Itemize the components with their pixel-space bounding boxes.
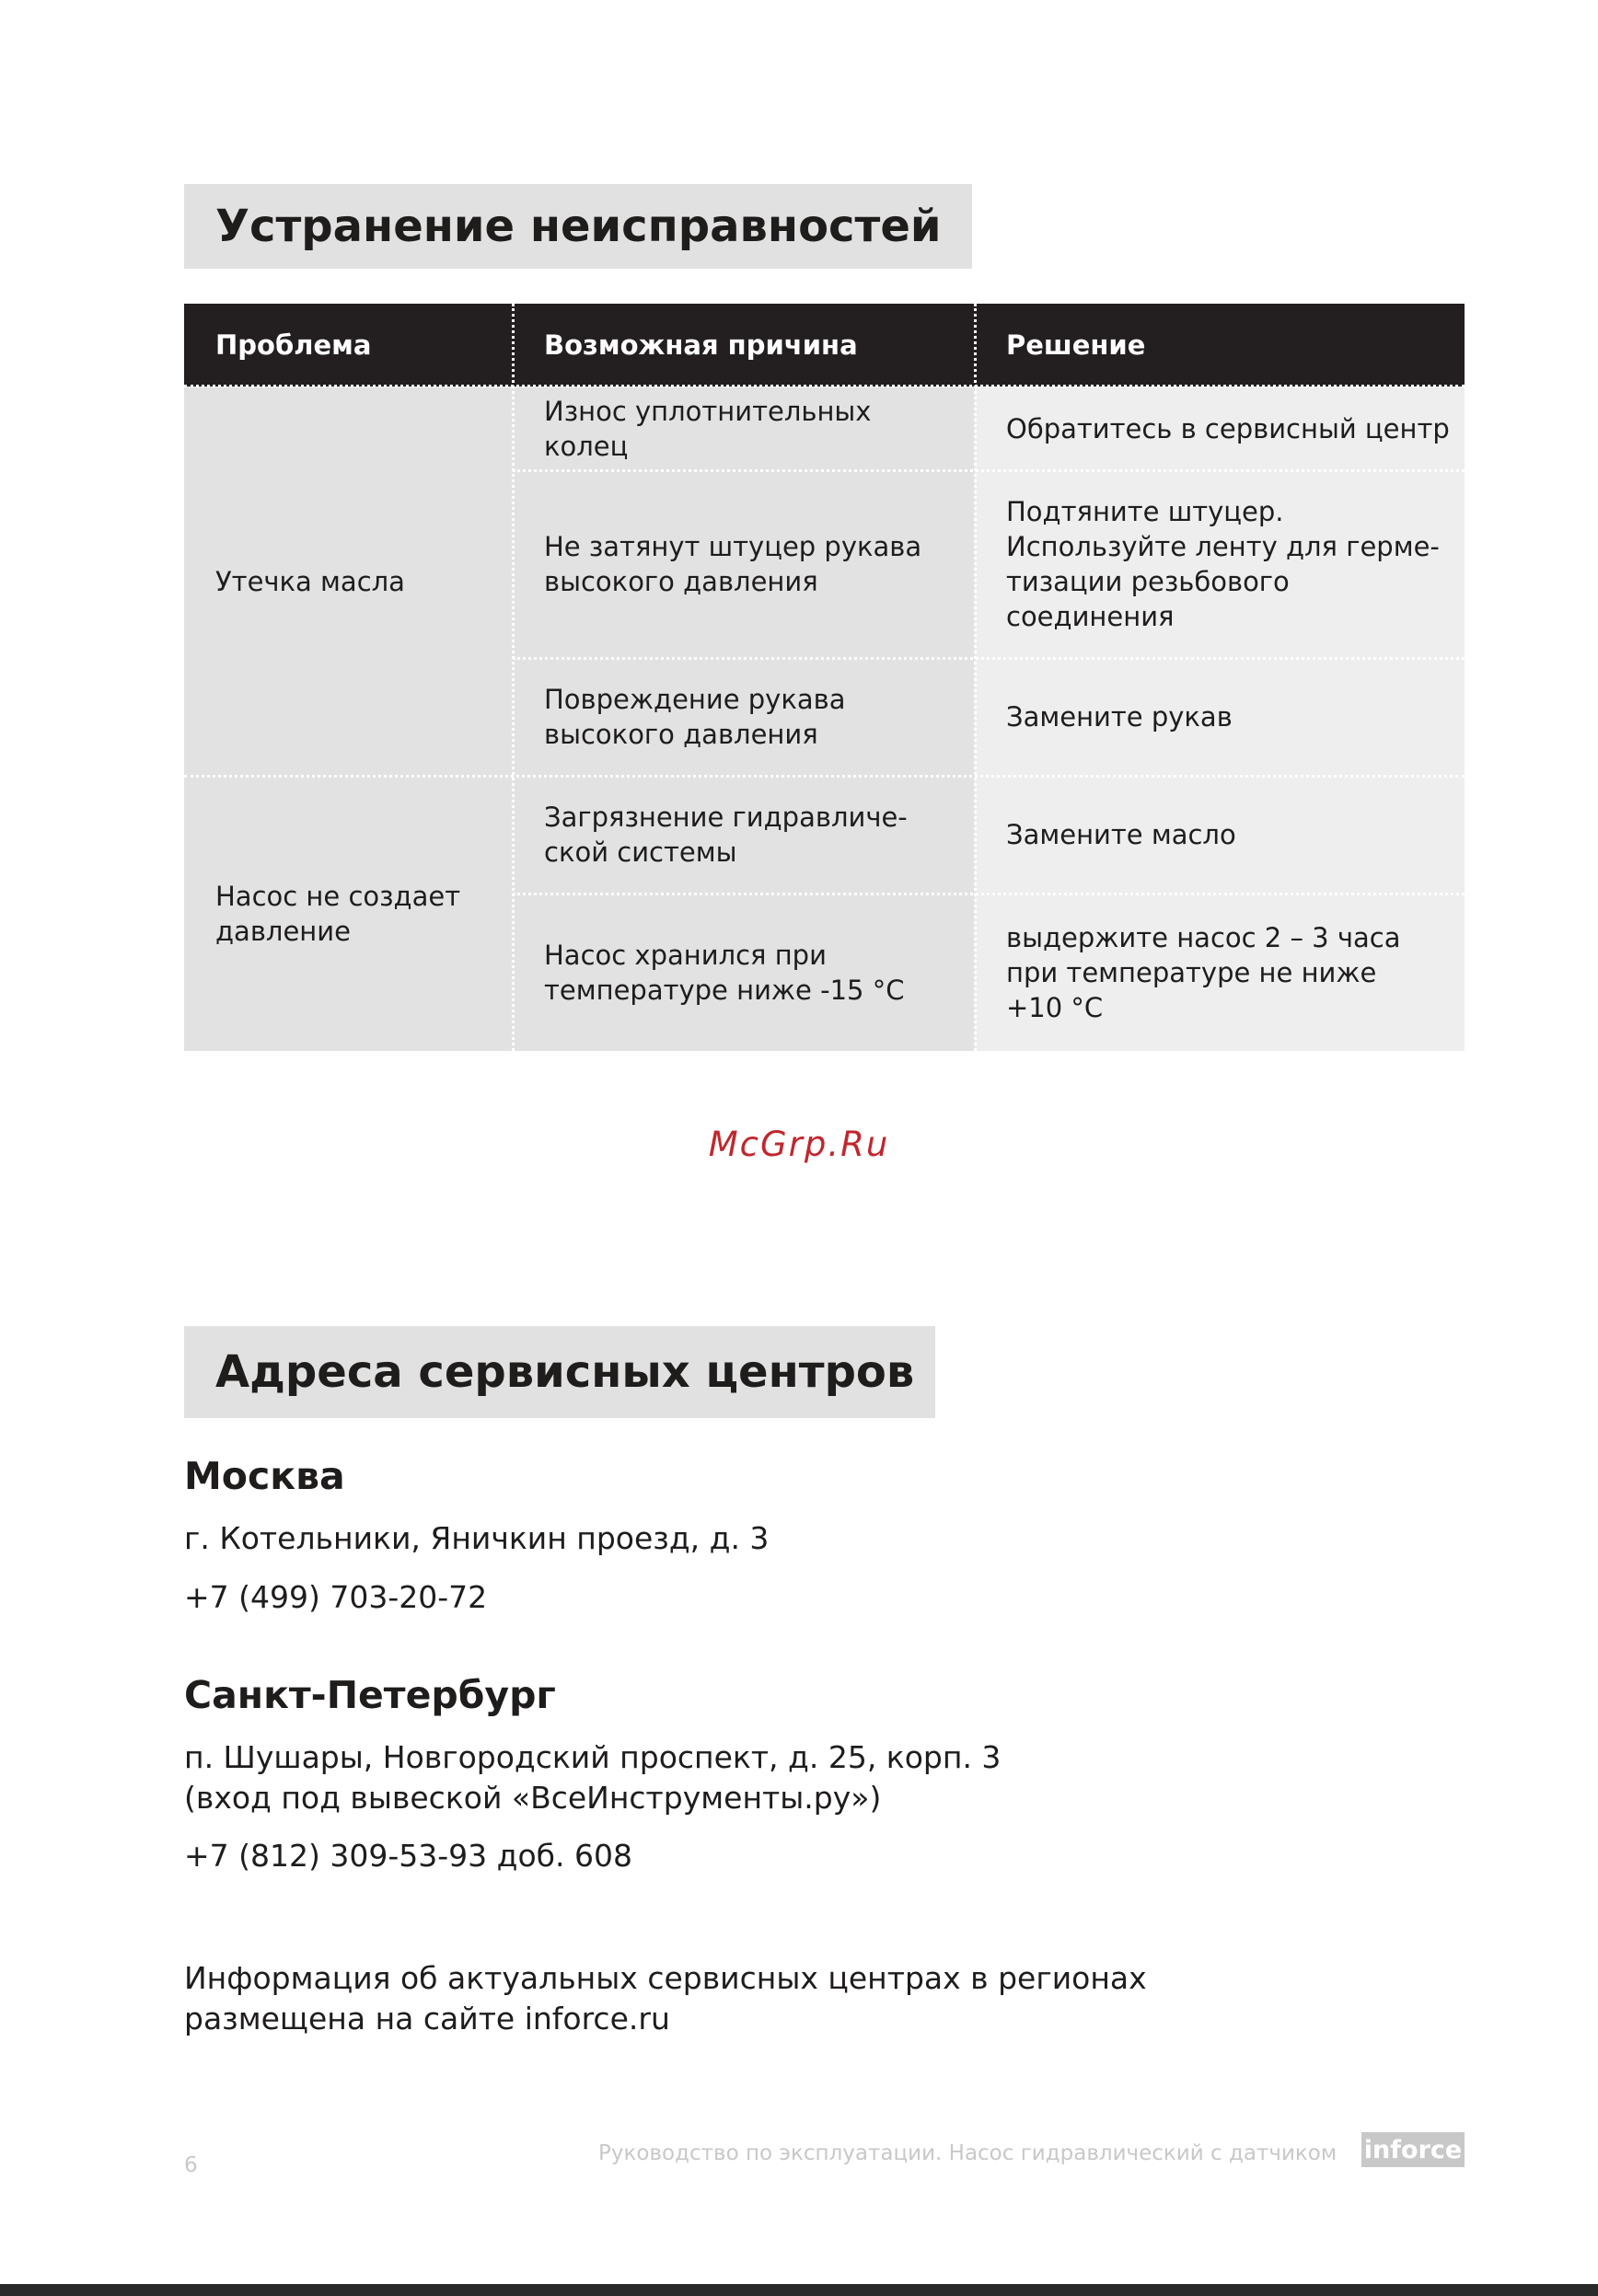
service-centers-title: Адреса сервисных центров: [184, 1326, 935, 1418]
moscow-address: г. Котельники, Яничкин проезд, д. 3: [184, 1520, 770, 1556]
city-spb: Санкт-Петербург: [184, 1673, 556, 1717]
solution-cell: Замените рукав: [975, 658, 1465, 776]
row-divider: [513, 893, 1465, 895]
header-solution: Решение: [975, 304, 1465, 387]
row-divider: [513, 657, 1465, 660]
spb-phone: +7 (812) 309-53-93 доб. 608: [184, 1838, 632, 1874]
solution-cell: выдержите насос 2 – 3 часа при температуре не ниже +10 °C: [975, 894, 1465, 1051]
spb-address: п. Шушары, Новгородский проспект, д. 25, корп. 3 (вход под вывеской «ВсеИнструменты.ру»): [184, 1739, 1002, 1816]
solution-cell: Замените масло: [975, 776, 1465, 894]
row-divider: [513, 469, 1465, 472]
row-divider: [184, 385, 1465, 387]
bottom-rule: [0, 2284, 1598, 2296]
troubleshooting-table: [184, 304, 1465, 1051]
city-moscow: Москва: [184, 1454, 345, 1498]
cause-cell: Насос хранился при температуре ниже -15 °C: [513, 894, 975, 1051]
solution-cell: Подтяните штуцер. Используйте ленту для герме- тизации резьбового соединения: [975, 470, 1465, 658]
regional-info: Информация об актуальных сервисных центрах в регионах размещена на сайте inforce.ru: [184, 1960, 1147, 2036]
cause-cell: Не затянут штуцер рукава высокого давления: [513, 470, 975, 658]
watermark: McGrp.Ru: [708, 1125, 890, 1164]
row-divider: [184, 775, 1465, 778]
moscow-phone: +7 (499) 703-20-72: [184, 1579, 488, 1615]
column-divider: [512, 304, 515, 1051]
troubleshooting-title: Устранение неисправностей: [184, 184, 972, 269]
problem-cell: Утечка масла: [184, 387, 513, 776]
page-number: 6: [184, 2153, 198, 2177]
solution-cell: Обратитесь в сервисный центр: [975, 387, 1465, 470]
inforce-logo: inforce: [1361, 2132, 1465, 2167]
cause-cell: Износ уплотнительных колец: [513, 387, 975, 470]
footer-text: Руководство по эксплуатации. Насос гидравлический с датчиком: [598, 2141, 1337, 2165]
header-cause: Возможная причина: [513, 304, 975, 387]
cause-cell: Повреждение рукава высокого давления: [513, 658, 975, 776]
column-divider: [974, 304, 977, 1051]
problem-cell: Насос не создает давление: [184, 776, 513, 1051]
header-problem: Проблема: [184, 304, 513, 387]
cause-cell: Загрязнение гидравличе- ской системы: [513, 776, 975, 894]
